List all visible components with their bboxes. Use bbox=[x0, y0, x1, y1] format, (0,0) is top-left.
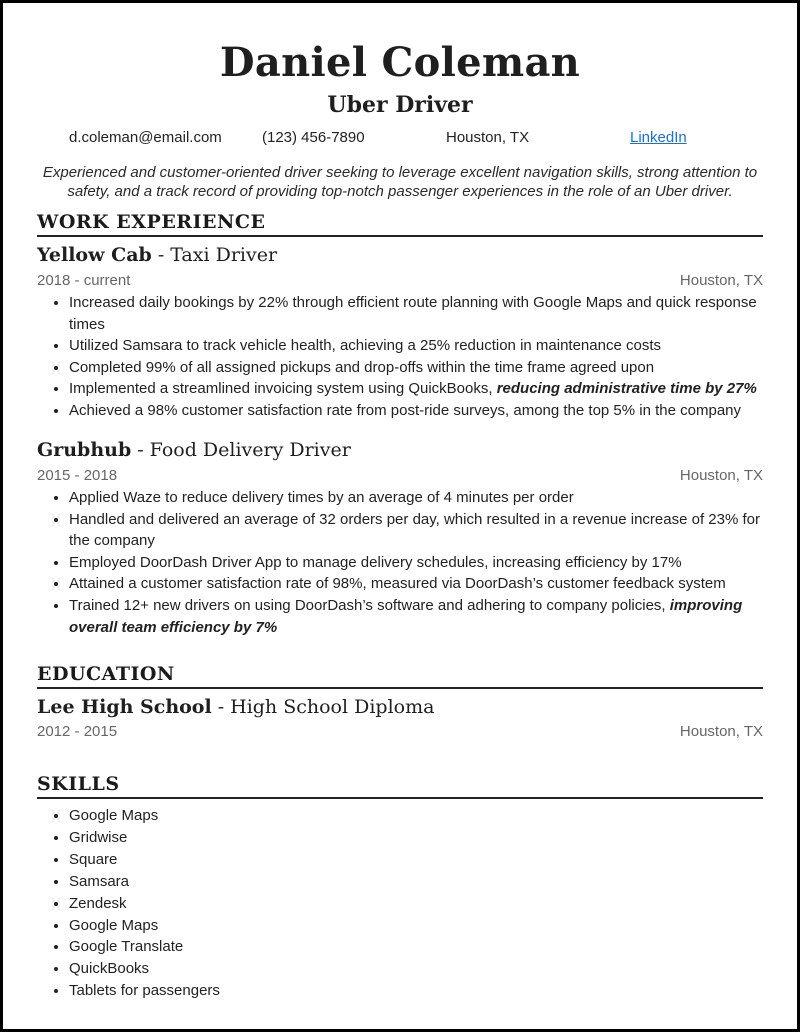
education-location: Houston, TX bbox=[679, 723, 763, 740]
summary-text: Experienced and customer-oriented driver seeking to leverage excellent navigation skills, strong attention to safety, and a track record of providing top-notch passenger experiences in the role of an Uber driver. bbox=[42, 164, 758, 200]
bullet-item bbox=[69, 573, 763, 595]
skill-item: • QuickBooks bbox=[69, 958, 763, 980]
skill-item: • Square bbox=[69, 849, 763, 871]
bullet-emphasis: improving overall team efficiency by 7% bbox=[69, 596, 743, 636]
bullet-item bbox=[69, 400, 763, 422]
job-company: Yellow Cab bbox=[37, 244, 152, 266]
skill-item: • Google Maps bbox=[69, 805, 763, 827]
bullet-text: Utilized Samsara to track vehicle health, achieving a 25% reduction in maintenance costs bbox=[69, 337, 661, 355]
education-dates: 2012 - 2015 bbox=[37, 723, 118, 740]
bullet-item bbox=[69, 357, 763, 379]
bullet-text: Achieved a 98% customer satisfaction rate from post-ride surveys, among the top 5% in the company bbox=[69, 401, 741, 419]
skill-item: • Tablets for passengers bbox=[69, 980, 763, 1002]
contact-phone: (123) 456-7890 bbox=[262, 129, 365, 146]
bullet-item bbox=[69, 335, 763, 357]
job-location: Houston, TX bbox=[679, 467, 763, 484]
bullet-item bbox=[69, 595, 763, 638]
candidate-name: Daniel Coleman bbox=[219, 39, 581, 86]
section-title-work-experience: WORK EXPERIENCE bbox=[37, 210, 763, 237]
skill-item: • Samsara bbox=[69, 871, 763, 893]
education-school: Lee High School bbox=[37, 696, 212, 718]
bullet-text: Handled and delivered an average of 32 orders per day, which resulted in a revenue increase of 23% for the company bbox=[69, 510, 760, 550]
job-company: Grubhub bbox=[37, 439, 132, 461]
job-location: Houston, TX bbox=[679, 272, 763, 289]
job-separator: - bbox=[137, 439, 144, 461]
job-position: Food Delivery Driver bbox=[149, 439, 351, 461]
bullet-item bbox=[69, 292, 763, 335]
skill-item: • Google Maps bbox=[69, 915, 763, 937]
bullet-item bbox=[69, 509, 763, 552]
job-header bbox=[37, 243, 277, 267]
bullet-text: Attained a customer satisfaction rate of 98%, measured via DoorDash’s customer feedback system bbox=[69, 575, 726, 593]
bullet-text: Increased daily bookings by 22% through efficient route planning with Google Maps and quick response times bbox=[69, 294, 757, 333]
section-title-skills: SKILLS bbox=[37, 772, 763, 799]
bullet-item bbox=[69, 487, 763, 509]
bullet-item bbox=[69, 378, 763, 400]
bullet-item bbox=[69, 552, 763, 574]
job-bullets bbox=[37, 292, 763, 422]
bullet-text: Employed DoorDash Driver App to manage delivery schedules, increasing efficiency by 17% bbox=[69, 553, 682, 571]
skill-item: • Google Translate bbox=[69, 936, 763, 958]
bullet-text: Applied Waze to reduce delivery times by an average of 4 minutes per order bbox=[69, 489, 574, 506]
bullet-emphasis: reducing administrative time by 27% bbox=[496, 380, 757, 398]
job-dates: 2015 - 2018 bbox=[37, 467, 118, 484]
linkedin-link[interactable]: LinkedIn bbox=[630, 129, 687, 146]
skills-list bbox=[37, 805, 763, 1002]
contact-email: d.coleman@email.com bbox=[69, 129, 222, 146]
bullet-text: Completed 99% of all assigned pickups and drop-offs within the time frame agreed upon bbox=[69, 358, 655, 376]
bullet-text: Trained 12+ new drivers on using DoorDash’s software and adhering to company policies, bbox=[69, 596, 670, 614]
bullet-text: Implemented a streamlined invoicing system using QuickBooks, bbox=[69, 380, 497, 398]
skill-item: • Gridwise bbox=[69, 827, 763, 849]
education-header bbox=[37, 695, 434, 719]
education-degree: High School Diploma bbox=[230, 696, 435, 718]
education-separator: - bbox=[217, 696, 225, 718]
job-position: Taxi Driver bbox=[170, 244, 278, 266]
section-title-education: EDUCATION bbox=[37, 662, 763, 689]
job-header bbox=[37, 438, 351, 462]
skill-item: • Zendesk bbox=[69, 893, 763, 915]
contact-location: Houston, TX bbox=[446, 129, 530, 146]
job-bullets bbox=[37, 487, 763, 638]
job-dates: 2018 - current bbox=[37, 272, 131, 289]
candidate-role: Uber Driver bbox=[327, 92, 473, 118]
job-separator: - bbox=[157, 244, 165, 266]
